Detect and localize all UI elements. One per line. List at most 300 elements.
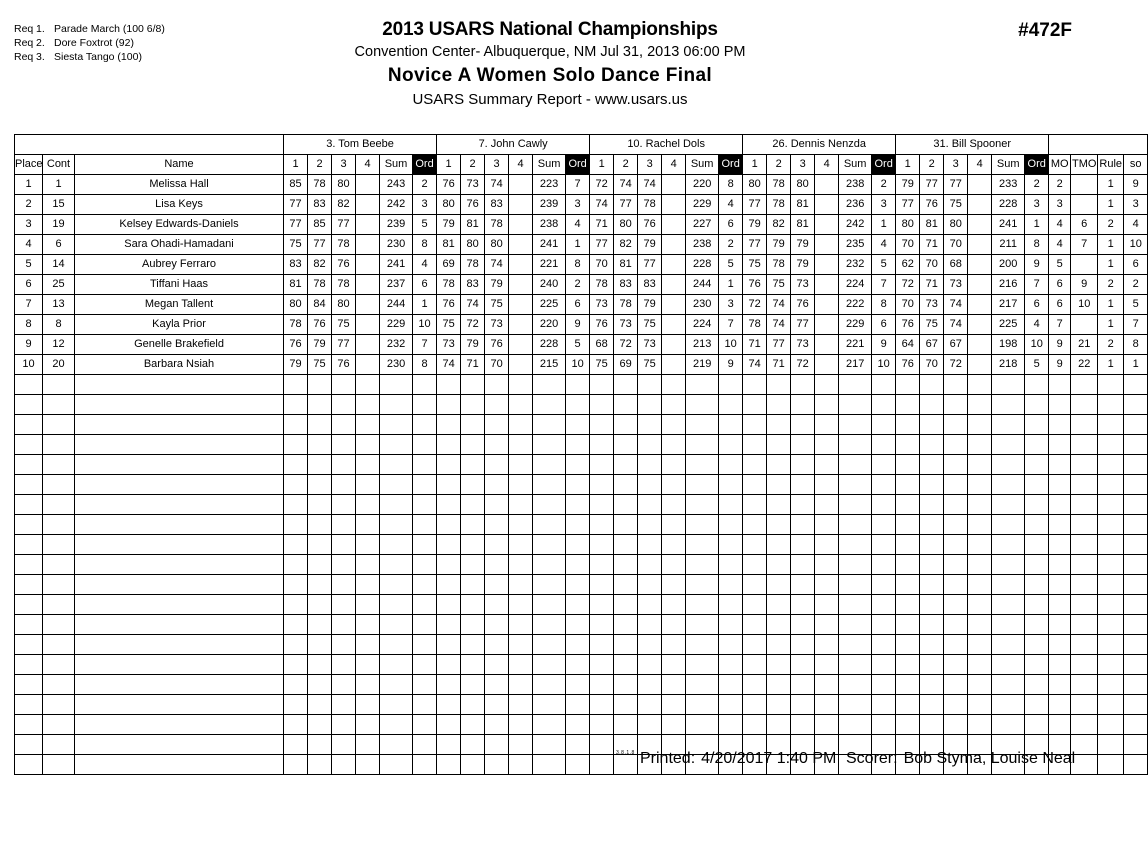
empty-cell bbox=[839, 535, 872, 555]
row-j4-4 bbox=[815, 315, 839, 335]
empty-cell bbox=[308, 675, 332, 695]
empty-cell bbox=[533, 495, 566, 515]
row-j3-sum: 213 bbox=[686, 335, 719, 355]
event-title: 2013 USARS National Championships bbox=[382, 19, 718, 40]
empty-cell bbox=[662, 555, 686, 575]
empty-cell bbox=[15, 715, 43, 735]
row-j1-1: 81 bbox=[284, 275, 308, 295]
empty-cell bbox=[566, 695, 590, 715]
empty-cell bbox=[533, 515, 566, 535]
empty-cell bbox=[719, 715, 743, 735]
empty-cell bbox=[992, 375, 1025, 395]
empty-cell bbox=[437, 535, 461, 555]
empty-cell bbox=[308, 415, 332, 435]
empty-cell bbox=[614, 555, 638, 575]
empty-cell bbox=[332, 655, 356, 675]
empty-cell bbox=[15, 475, 43, 495]
empty-cell bbox=[944, 615, 968, 635]
row-j3-1: 70 bbox=[590, 255, 614, 275]
empty-cell bbox=[413, 735, 437, 755]
empty-cell bbox=[15, 495, 43, 515]
row-j1-3: 76 bbox=[332, 355, 356, 375]
empty-cell bbox=[767, 495, 791, 515]
row-contestant-number: 13 bbox=[43, 295, 75, 315]
empty-cell bbox=[284, 495, 308, 515]
col-header-j2-2: 2 bbox=[461, 155, 485, 175]
column-header-row bbox=[15, 155, 1148, 175]
row-j1-2: 78 bbox=[308, 275, 332, 295]
row-j2-2: 71 bbox=[461, 355, 485, 375]
row-j2-1: 76 bbox=[437, 295, 461, 315]
row-j4-sum: 242 bbox=[839, 215, 872, 235]
empty-cell bbox=[992, 555, 1025, 575]
empty-cell bbox=[719, 635, 743, 655]
empty-cell bbox=[944, 695, 968, 715]
row-j1-2: 78 bbox=[308, 175, 332, 195]
row-j4-2: 79 bbox=[767, 235, 791, 255]
col-header-name: Name bbox=[75, 155, 284, 175]
row-j5-sum: 241 bbox=[992, 215, 1025, 235]
col-header-mo: MO bbox=[1049, 155, 1071, 175]
empty-cell bbox=[509, 575, 533, 595]
empty-cell bbox=[896, 575, 920, 595]
col-header-place: Place bbox=[15, 155, 43, 175]
empty-cell bbox=[356, 435, 380, 455]
row-j3-sum: 219 bbox=[686, 355, 719, 375]
empty-cell bbox=[920, 415, 944, 435]
empty-cell bbox=[1049, 395, 1071, 415]
empty-cell bbox=[839, 575, 872, 595]
empty-cell bbox=[461, 375, 485, 395]
empty-cell bbox=[896, 615, 920, 635]
empty-cell bbox=[968, 595, 992, 615]
row-j2-3: 78 bbox=[485, 215, 509, 235]
row-j5-ord: 10 bbox=[1025, 335, 1049, 355]
empty-cell bbox=[1049, 535, 1071, 555]
row-j2-sum: 221 bbox=[533, 255, 566, 275]
version-label: 3.8.1.8 bbox=[616, 750, 635, 756]
empty-cell bbox=[413, 635, 437, 655]
empty-cell bbox=[284, 395, 308, 415]
col-header-j1-ord: Ord bbox=[413, 155, 437, 175]
empty-cell bbox=[992, 595, 1025, 615]
empty-cell bbox=[1071, 435, 1098, 455]
empty-cell bbox=[380, 575, 413, 595]
table-row-empty bbox=[15, 435, 1148, 455]
empty-cell bbox=[968, 575, 992, 595]
table-row-empty bbox=[15, 375, 1148, 395]
col-header-j4-4: 4 bbox=[815, 155, 839, 175]
row-j1-ord: 6 bbox=[413, 275, 437, 295]
empty-cell bbox=[1025, 555, 1049, 575]
row-j5-3: 77 bbox=[944, 175, 968, 195]
empty-cell bbox=[284, 575, 308, 595]
empty-cell bbox=[839, 415, 872, 435]
col-header-j4-3: 3 bbox=[791, 155, 815, 175]
empty-cell bbox=[839, 495, 872, 515]
empty-cell bbox=[815, 495, 839, 515]
table-row bbox=[15, 275, 1148, 295]
empty-cell bbox=[1098, 375, 1124, 395]
row-j2-sum: 228 bbox=[533, 335, 566, 355]
empty-cell bbox=[461, 495, 485, 515]
empty-cell bbox=[509, 375, 533, 395]
row-j3-3: 76 bbox=[638, 215, 662, 235]
row-j4-3: 80 bbox=[791, 175, 815, 195]
row-j4-sum: 217 bbox=[839, 355, 872, 375]
empty-cell bbox=[767, 655, 791, 675]
row-mo: 4 bbox=[1049, 215, 1071, 235]
empty-cell bbox=[308, 615, 332, 635]
row-j3-2: 73 bbox=[614, 315, 638, 335]
empty-cell bbox=[461, 655, 485, 675]
empty-cell bbox=[767, 675, 791, 695]
empty-cell bbox=[533, 615, 566, 635]
empty-cell bbox=[356, 635, 380, 655]
empty-cell bbox=[75, 575, 284, 595]
row-j2-4 bbox=[509, 275, 533, 295]
empty-cell bbox=[686, 375, 719, 395]
row-j3-sum: 220 bbox=[686, 175, 719, 195]
empty-cell bbox=[638, 635, 662, 655]
empty-cell bbox=[485, 395, 509, 415]
empty-cell bbox=[896, 415, 920, 435]
row-j1-ord: 1 bbox=[413, 295, 437, 315]
empty-cell bbox=[461, 515, 485, 535]
empty-cell bbox=[43, 735, 75, 755]
empty-cell bbox=[1025, 715, 1049, 735]
empty-cell bbox=[920, 715, 944, 735]
row-tmo bbox=[1071, 195, 1098, 215]
row-j5-2: 76 bbox=[920, 195, 944, 215]
empty-cell bbox=[638, 395, 662, 415]
empty-cell bbox=[15, 515, 43, 535]
empty-cell bbox=[380, 475, 413, 495]
empty-cell bbox=[791, 575, 815, 595]
empty-cell bbox=[413, 495, 437, 515]
row-j2-3: 83 bbox=[485, 195, 509, 215]
empty-cell bbox=[791, 655, 815, 675]
empty-cell bbox=[284, 435, 308, 455]
row-j2-ord: 9 bbox=[566, 315, 590, 335]
empty-cell bbox=[767, 595, 791, 615]
empty-cell bbox=[872, 675, 896, 695]
empty-cell bbox=[413, 535, 437, 555]
empty-cell bbox=[686, 435, 719, 455]
empty-cell bbox=[872, 535, 896, 555]
empty-cell bbox=[509, 415, 533, 435]
empty-cell bbox=[356, 675, 380, 695]
empty-cell bbox=[896, 655, 920, 675]
row-j2-3: 80 bbox=[485, 235, 509, 255]
empty-cell bbox=[815, 655, 839, 675]
row-j5-ord: 9 bbox=[1025, 255, 1049, 275]
row-j5-3: 72 bbox=[944, 355, 968, 375]
row-j1-1: 77 bbox=[284, 195, 308, 215]
empty-cell bbox=[1071, 375, 1098, 395]
empty-cell bbox=[509, 395, 533, 415]
empty-cell bbox=[815, 395, 839, 415]
empty-cell bbox=[968, 495, 992, 515]
row-j2-4 bbox=[509, 175, 533, 195]
row-j5-sum: 216 bbox=[992, 275, 1025, 295]
empty-cell bbox=[944, 535, 968, 555]
empty-cell bbox=[332, 555, 356, 575]
empty-cell bbox=[332, 475, 356, 495]
row-j5-sum: 200 bbox=[992, 255, 1025, 275]
empty-cell bbox=[992, 475, 1025, 495]
empty-cell bbox=[839, 695, 872, 715]
empty-cell bbox=[1124, 555, 1148, 575]
row-j3-2: 78 bbox=[614, 295, 638, 315]
empty-cell bbox=[437, 435, 461, 455]
empty-cell bbox=[284, 715, 308, 735]
row-j4-sum: 232 bbox=[839, 255, 872, 275]
empty-cell bbox=[356, 615, 380, 635]
empty-cell bbox=[686, 555, 719, 575]
row-j2-ord: 2 bbox=[566, 275, 590, 295]
row-j1-4 bbox=[356, 215, 380, 235]
empty-cell bbox=[791, 515, 815, 535]
empty-cell bbox=[767, 375, 791, 395]
row-j2-2: 72 bbox=[461, 315, 485, 335]
empty-cell bbox=[920, 475, 944, 495]
empty-cell bbox=[461, 675, 485, 695]
empty-cell bbox=[15, 615, 43, 635]
row-j3-sum: 230 bbox=[686, 295, 719, 315]
empty-cell bbox=[1071, 655, 1098, 675]
empty-cell bbox=[839, 375, 872, 395]
row-j4-1: 77 bbox=[743, 195, 767, 215]
empty-cell bbox=[662, 455, 686, 475]
empty-cell bbox=[437, 555, 461, 575]
row-j1-2: 79 bbox=[308, 335, 332, 355]
row-j1-1: 75 bbox=[284, 235, 308, 255]
row-j4-ord: 1 bbox=[872, 215, 896, 235]
empty-cell bbox=[1124, 455, 1148, 475]
row-rule: 1 bbox=[1098, 195, 1124, 215]
row-rule: 1 bbox=[1098, 315, 1124, 335]
empty-cell bbox=[1025, 615, 1049, 635]
empty-cell bbox=[896, 495, 920, 515]
empty-cell bbox=[308, 755, 332, 775]
empty-cell bbox=[686, 395, 719, 415]
empty-cell bbox=[533, 715, 566, 735]
row-skater-name: Aubrey Ferraro bbox=[75, 255, 284, 275]
col-header-j1-3: 3 bbox=[332, 155, 356, 175]
empty-cell bbox=[944, 455, 968, 475]
row-j4-1: 74 bbox=[743, 355, 767, 375]
empty-cell bbox=[380, 635, 413, 655]
row-so: 4 bbox=[1124, 215, 1148, 235]
empty-cell bbox=[15, 595, 43, 615]
row-j2-1: 78 bbox=[437, 275, 461, 295]
row-j3-4 bbox=[662, 355, 686, 375]
row-j4-1: 76 bbox=[743, 275, 767, 295]
row-j5-sum: 218 bbox=[992, 355, 1025, 375]
empty-cell bbox=[1098, 435, 1124, 455]
row-j5-ord: 7 bbox=[1025, 275, 1049, 295]
row-j3-4 bbox=[662, 195, 686, 215]
empty-cell bbox=[1124, 435, 1148, 455]
empty-cell bbox=[815, 695, 839, 715]
empty-cell bbox=[566, 615, 590, 635]
empty-cell bbox=[75, 375, 284, 395]
empty-cell bbox=[791, 535, 815, 555]
empty-cell bbox=[743, 575, 767, 595]
row-j2-ord: 10 bbox=[566, 355, 590, 375]
row-j4-2: 78 bbox=[767, 255, 791, 275]
empty-cell bbox=[767, 575, 791, 595]
empty-cell bbox=[1025, 575, 1049, 595]
empty-cell bbox=[638, 475, 662, 495]
empty-cell bbox=[1098, 455, 1124, 475]
row-j3-2: 74 bbox=[614, 175, 638, 195]
empty-cell bbox=[332, 715, 356, 735]
row-j2-1: 76 bbox=[437, 175, 461, 195]
empty-cell bbox=[43, 395, 75, 415]
empty-cell bbox=[1124, 475, 1148, 495]
row-skater-name: Lisa Keys bbox=[75, 195, 284, 215]
empty-cell bbox=[380, 715, 413, 735]
row-j5-1: 62 bbox=[896, 255, 920, 275]
empty-cell bbox=[638, 715, 662, 735]
empty-cell bbox=[533, 755, 566, 775]
empty-cell bbox=[485, 655, 509, 675]
empty-cell bbox=[767, 635, 791, 655]
scorer-label: Scorer: bbox=[846, 750, 898, 767]
empty-cell bbox=[614, 675, 638, 695]
empty-cell bbox=[43, 455, 75, 475]
judge-row-tail-spacer bbox=[1049, 135, 1148, 155]
row-j5-4 bbox=[968, 175, 992, 195]
row-j4-2: 77 bbox=[767, 335, 791, 355]
empty-cell bbox=[791, 435, 815, 455]
empty-cell bbox=[461, 535, 485, 555]
empty-cell bbox=[992, 655, 1025, 675]
empty-cell bbox=[968, 675, 992, 695]
empty-cell bbox=[968, 715, 992, 735]
row-j4-ord: 4 bbox=[872, 235, 896, 255]
row-j1-4 bbox=[356, 175, 380, 195]
empty-cell bbox=[719, 375, 743, 395]
row-j3-2: 81 bbox=[614, 255, 638, 275]
empty-cell bbox=[872, 415, 896, 435]
empty-cell bbox=[75, 395, 284, 415]
empty-cell bbox=[686, 575, 719, 595]
empty-cell bbox=[920, 435, 944, 455]
row-j5-2: 70 bbox=[920, 355, 944, 375]
row-mo: 6 bbox=[1049, 295, 1071, 315]
row-rule: 1 bbox=[1098, 355, 1124, 375]
row-j3-1: 77 bbox=[590, 235, 614, 255]
row-j5-4 bbox=[968, 295, 992, 315]
empty-cell bbox=[662, 695, 686, 715]
row-j2-ord: 5 bbox=[566, 335, 590, 355]
empty-cell bbox=[15, 535, 43, 555]
empty-cell bbox=[944, 595, 968, 615]
row-mo: 4 bbox=[1049, 235, 1071, 255]
row-mo: 7 bbox=[1049, 315, 1071, 335]
empty-cell bbox=[413, 515, 437, 535]
empty-cell bbox=[719, 595, 743, 615]
empty-cell bbox=[896, 475, 920, 495]
row-j5-4 bbox=[968, 335, 992, 355]
empty-cell bbox=[533, 395, 566, 415]
empty-cell bbox=[332, 755, 356, 775]
empty-cell bbox=[743, 475, 767, 495]
row-j2-2: 73 bbox=[461, 175, 485, 195]
empty-cell bbox=[719, 415, 743, 435]
empty-cell bbox=[308, 695, 332, 715]
col-header-j5-1: 1 bbox=[896, 155, 920, 175]
empty-cell bbox=[1049, 515, 1071, 535]
empty-cell bbox=[485, 535, 509, 555]
row-mo: 9 bbox=[1049, 355, 1071, 375]
empty-cell bbox=[356, 575, 380, 595]
row-j4-4 bbox=[815, 335, 839, 355]
empty-cell bbox=[662, 535, 686, 555]
row-j5-sum: 233 bbox=[992, 175, 1025, 195]
empty-cell bbox=[485, 375, 509, 395]
empty-cell bbox=[485, 715, 509, 735]
empty-cell bbox=[944, 415, 968, 435]
empty-cell bbox=[461, 695, 485, 715]
empty-cell bbox=[533, 555, 566, 575]
empty-cell bbox=[662, 635, 686, 655]
row-j5-1: 77 bbox=[896, 195, 920, 215]
col-header-j1-1: 1 bbox=[284, 155, 308, 175]
empty-cell bbox=[15, 555, 43, 575]
row-j4-4 bbox=[815, 215, 839, 235]
row-j2-ord: 3 bbox=[566, 195, 590, 215]
row-j1-ord: 8 bbox=[413, 355, 437, 375]
row-j5-ord: 8 bbox=[1025, 235, 1049, 255]
empty-cell bbox=[590, 455, 614, 475]
table-row-empty bbox=[15, 715, 1148, 735]
empty-cell bbox=[743, 455, 767, 475]
empty-cell bbox=[461, 635, 485, 655]
empty-cell bbox=[1025, 415, 1049, 435]
empty-cell bbox=[75, 655, 284, 675]
empty-cell bbox=[992, 435, 1025, 455]
row-j1-3: 78 bbox=[332, 275, 356, 295]
empty-cell bbox=[992, 495, 1025, 515]
row-j2-3: 74 bbox=[485, 175, 509, 195]
row-j5-1: 76 bbox=[896, 315, 920, 335]
empty-cell bbox=[992, 675, 1025, 695]
empty-cell bbox=[791, 635, 815, 655]
empty-cell bbox=[920, 615, 944, 635]
empty-cell bbox=[920, 515, 944, 535]
empty-cell bbox=[413, 615, 437, 635]
row-rule: 1 bbox=[1098, 295, 1124, 315]
row-j1-4 bbox=[356, 335, 380, 355]
empty-cell bbox=[686, 635, 719, 655]
empty-cell bbox=[566, 575, 590, 595]
row-j3-1: 74 bbox=[590, 195, 614, 215]
row-j5-4 bbox=[968, 195, 992, 215]
empty-cell bbox=[413, 475, 437, 495]
row-skater-name: Kelsey Edwards-Daniels bbox=[75, 215, 284, 235]
empty-cell bbox=[509, 695, 533, 715]
row-j4-1: 72 bbox=[743, 295, 767, 315]
empty-cell bbox=[509, 515, 533, 535]
empty-cell bbox=[767, 695, 791, 715]
empty-cell bbox=[413, 415, 437, 435]
row-j2-sum: 220 bbox=[533, 315, 566, 335]
row-j4-2: 74 bbox=[767, 295, 791, 315]
